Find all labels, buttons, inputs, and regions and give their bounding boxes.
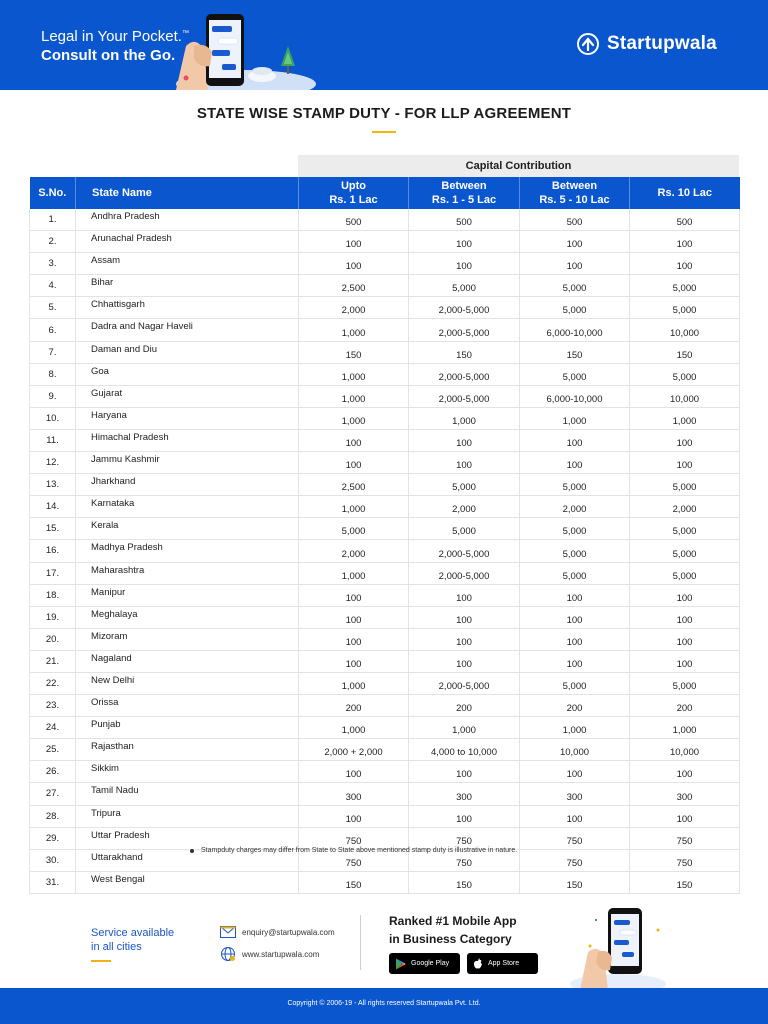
header-banner <box>0 0 768 90</box>
cell-state: Punjab <box>76 717 299 739</box>
col-header-c2-line2: Rs. 1 - 5 Lac <box>431 194 497 206</box>
table-row <box>30 871 740 893</box>
cell-5-10-lac: 300 <box>520 783 630 805</box>
cell-upto-1-lac: 100 <box>299 805 409 827</box>
cell-10-lac: 100 <box>630 452 740 474</box>
cell-1-5-lac: 2,000-5,000 <box>409 363 520 385</box>
cell-sno: 7. <box>30 341 76 363</box>
cell-sno: 3. <box>30 253 76 275</box>
col-header-c3-line2: Rs. 5 - 10 Lac <box>539 194 610 206</box>
cell-upto-1-lac: 1,000 <box>299 407 409 429</box>
cell-1-5-lac: 2,000-5,000 <box>409 319 520 341</box>
startupwala-logo-icon <box>577 33 599 55</box>
cell-5-10-lac: 6,000-10,000 <box>520 319 630 341</box>
cell-state: Meghalaya <box>76 606 299 628</box>
col-header-c1-line1: Upto <box>340 180 367 192</box>
disclaimer-text: Stampduty charges may differ from State to State above mentioned stamp duty is illustrative in nature. <box>201 847 518 854</box>
cell-10-lac: 5,000 <box>630 275 740 297</box>
cell-5-10-lac: 5,000 <box>520 474 630 496</box>
cell-1-5-lac: 100 <box>409 429 520 451</box>
table-row <box>30 253 740 275</box>
cell-sno: 27. <box>30 783 76 805</box>
table-row <box>30 363 740 385</box>
cell-5-10-lac: 100 <box>520 584 630 606</box>
table-row <box>30 452 740 474</box>
google-play-icon <box>395 958 406 970</box>
cell-state: Chhattisgarh <box>76 297 299 319</box>
cell-sno: 20. <box>30 628 76 650</box>
table-row <box>30 628 740 650</box>
cell-10-lac: 300 <box>630 783 740 805</box>
cell-upto-1-lac: 2,500 <box>299 474 409 496</box>
cell-1-5-lac: 100 <box>409 253 520 275</box>
cell-sno: 14. <box>30 496 76 518</box>
col-header-1-5-lac <box>409 177 520 209</box>
cell-1-5-lac: 300 <box>409 783 520 805</box>
col-header-5-10-lac <box>520 177 630 209</box>
service-underline <box>91 960 111 962</box>
cell-1-5-lac: 100 <box>409 452 520 474</box>
cell-5-10-lac: 5,000 <box>520 518 630 540</box>
cell-5-10-lac: 100 <box>520 628 630 650</box>
service-line2: in all cities <box>91 941 142 953</box>
cell-sno: 12. <box>30 452 76 474</box>
cell-5-10-lac: 6,000-10,000 <box>520 385 630 407</box>
table-row <box>30 540 740 562</box>
google-play-button[interactable] <box>389 953 460 974</box>
cell-sno: 5. <box>30 297 76 319</box>
cell-10-lac: 5,000 <box>630 297 740 319</box>
cell-sno: 9. <box>30 385 76 407</box>
cell-upto-1-lac: 100 <box>299 650 409 672</box>
table-row <box>30 650 740 672</box>
cell-upto-1-lac: 2,000 <box>299 540 409 562</box>
cell-sno: 22. <box>30 672 76 694</box>
cell-5-10-lac: 5,000 <box>520 297 630 319</box>
cell-sno: 26. <box>30 761 76 783</box>
cell-sno: 11. <box>30 429 76 451</box>
cell-sno: 29. <box>30 827 76 849</box>
cell-1-5-lac: 500 <box>409 209 520 231</box>
cell-state: Arunachal Pradesh <box>76 231 299 253</box>
table-row <box>30 319 740 341</box>
cell-sno: 2. <box>30 231 76 253</box>
table-row <box>30 739 740 761</box>
cell-state: Andhra Pradesh <box>76 209 299 231</box>
cell-state: Nagaland <box>76 650 299 672</box>
cell-10-lac: 750 <box>630 827 740 849</box>
cell-state: Bihar <box>76 275 299 297</box>
cell-1-5-lac: 5,000 <box>409 474 520 496</box>
stamp-duty-table <box>29 177 740 894</box>
website-url[interactable]: www.startupwala.com <box>242 949 320 959</box>
copyright-text: Copyright © 2006-19 - All rights reserved Startupwala Pvt. Ltd. <box>287 1000 481 1007</box>
cell-upto-1-lac: 150 <box>299 341 409 363</box>
col-header-state: State Name <box>76 177 299 209</box>
cell-upto-1-lac: 1,000 <box>299 496 409 518</box>
app-store-label: App Store <box>488 960 520 967</box>
cell-state: Himachal Pradesh <box>76 429 299 451</box>
cell-10-lac: 200 <box>630 695 740 717</box>
cell-5-10-lac: 100 <box>520 761 630 783</box>
table-row <box>30 672 740 694</box>
cell-state: Uttar Pradesh <box>76 827 299 849</box>
cell-10-lac: 5,000 <box>630 474 740 496</box>
cell-sno: 19. <box>30 606 76 628</box>
cell-10-lac: 150 <box>630 871 740 893</box>
cell-state: Sikkim <box>76 761 299 783</box>
table-row <box>30 695 740 717</box>
cell-5-10-lac: 1,000 <box>520 407 630 429</box>
col-header-c2-line1: Between <box>441 180 487 192</box>
cell-1-5-lac: 1,000 <box>409 717 520 739</box>
cell-sno: 18. <box>30 584 76 606</box>
cell-state: Uttarakhand <box>76 849 299 871</box>
table-row <box>30 562 740 584</box>
cell-state: Assam <box>76 253 299 275</box>
cell-1-5-lac: 100 <box>409 628 520 650</box>
cell-state: Madhya Pradesh <box>76 540 299 562</box>
cell-5-10-lac: 100 <box>520 805 630 827</box>
table-row <box>30 717 740 739</box>
cell-10-lac: 5,000 <box>630 562 740 584</box>
cell-1-5-lac: 100 <box>409 231 520 253</box>
cell-10-lac: 750 <box>630 849 740 871</box>
cell-5-10-lac: 1,000 <box>520 717 630 739</box>
cell-state: Dadra and Nagar Haveli <box>76 319 299 341</box>
cell-1-5-lac: 750 <box>409 827 520 849</box>
title-underline <box>372 131 396 133</box>
table-row <box>30 429 740 451</box>
cell-upto-1-lac: 100 <box>299 628 409 650</box>
cell-1-5-lac: 2,000-5,000 <box>409 297 520 319</box>
cell-sno: 15. <box>30 518 76 540</box>
cell-10-lac: 10,000 <box>630 739 740 761</box>
cell-sno: 24. <box>30 717 76 739</box>
cell-10-lac: 1,000 <box>630 717 740 739</box>
cell-5-10-lac: 100 <box>520 253 630 275</box>
cell-upto-1-lac: 1,000 <box>299 717 409 739</box>
col-header-sno: S.No. <box>30 177 76 209</box>
tagline-line1: Legal in Your Pocket. <box>41 28 182 45</box>
cell-10-lac: 100 <box>630 429 740 451</box>
cell-upto-1-lac: 1,000 <box>299 672 409 694</box>
cell-10-lac: 100 <box>630 628 740 650</box>
table-row <box>30 341 740 363</box>
cell-10-lac: 5,000 <box>630 672 740 694</box>
cell-1-5-lac: 100 <box>409 650 520 672</box>
cell-state: Karnataka <box>76 496 299 518</box>
cell-5-10-lac: 100 <box>520 606 630 628</box>
cell-upto-1-lac: 100 <box>299 231 409 253</box>
cell-10-lac: 100 <box>630 584 740 606</box>
cell-10-lac: 10,000 <box>630 385 740 407</box>
cell-upto-1-lac: 5,000 <box>299 518 409 540</box>
cell-state: Haryana <box>76 407 299 429</box>
brand-logo[interactable] <box>577 33 717 55</box>
cell-sno: 13. <box>30 474 76 496</box>
cell-state: Goa <box>76 363 299 385</box>
cell-state: Tripura <box>76 805 299 827</box>
cell-5-10-lac: 200 <box>520 695 630 717</box>
col-header-c3-line1: Between <box>551 180 598 192</box>
table-header-row <box>30 177 740 209</box>
col-header-upto-1-lac <box>299 177 409 209</box>
cell-upto-1-lac: 2,000 <box>299 297 409 319</box>
tagline <box>41 24 189 65</box>
cell-10-lac: 100 <box>630 231 740 253</box>
cell-sno: 23. <box>30 695 76 717</box>
cell-1-5-lac: 5,000 <box>409 518 520 540</box>
table-row <box>30 827 740 849</box>
cell-1-5-lac: 2,000-5,000 <box>409 562 520 584</box>
cell-upto-1-lac: 100 <box>299 761 409 783</box>
website-contact[interactable] <box>220 946 319 962</box>
ranked-line2: in Business Category <box>389 932 512 946</box>
cell-1-5-lac: 100 <box>409 805 520 827</box>
cell-state: Orissa <box>76 695 299 717</box>
cell-upto-1-lac: 300 <box>299 783 409 805</box>
cell-upto-1-lac: 750 <box>299 827 409 849</box>
table-row <box>30 584 740 606</box>
cell-upto-1-lac: 100 <box>299 584 409 606</box>
cell-5-10-lac: 5,000 <box>520 672 630 694</box>
table-row <box>30 209 740 231</box>
google-play-label: Google Play <box>411 960 450 967</box>
cell-upto-1-lac: 1,000 <box>299 363 409 385</box>
table-row <box>30 761 740 783</box>
cell-state: Manipur <box>76 584 299 606</box>
footer-divider <box>360 915 361 970</box>
cell-10-lac: 2,000 <box>630 496 740 518</box>
page-title: STATE WISE STAMP DUTY - FOR LLP AGREEMENT <box>196 105 572 122</box>
cell-10-lac: 100 <box>630 805 740 827</box>
cell-state: Gujarat <box>76 385 299 407</box>
cell-5-10-lac: 5,000 <box>520 363 630 385</box>
cell-5-10-lac: 2,000 <box>520 496 630 518</box>
brand-name: Startupwala <box>607 33 717 54</box>
cell-5-10-lac: 100 <box>520 429 630 451</box>
cell-state: Tamil Nadu <box>76 783 299 805</box>
cell-sno: 1. <box>30 209 76 231</box>
mobile-app-illustration <box>568 900 668 990</box>
table-row <box>30 474 740 496</box>
phone-in-hand-illustration <box>176 6 316 90</box>
cell-sno: 25. <box>30 739 76 761</box>
cell-upto-1-lac: 500 <box>299 209 409 231</box>
cell-upto-1-lac: 100 <box>299 606 409 628</box>
cell-1-5-lac: 2,000-5,000 <box>409 672 520 694</box>
cell-sno: 10. <box>30 407 76 429</box>
cell-5-10-lac: 500 <box>520 209 630 231</box>
apple-icon <box>473 958 483 970</box>
table-row <box>30 518 740 540</box>
cell-1-5-lac: 1,000 <box>409 407 520 429</box>
cell-state: Jammu Kashmir <box>76 452 299 474</box>
cell-upto-1-lac: 1,000 <box>299 385 409 407</box>
table-body <box>30 209 740 893</box>
cell-state: West Bengal <box>76 871 299 893</box>
ranked-app-text <box>389 912 517 948</box>
cell-10-lac: 10,000 <box>630 319 740 341</box>
col-header-10-lac: Rs. 10 Lac <box>630 177 740 209</box>
cell-upto-1-lac: 2,500 <box>299 275 409 297</box>
cell-sno: 21. <box>30 650 76 672</box>
email-contact[interactable] <box>220 926 335 938</box>
table-row <box>30 496 740 518</box>
table-row <box>30 297 740 319</box>
cell-sno: 28. <box>30 805 76 827</box>
disclaimer-note <box>190 847 517 854</box>
cell-5-10-lac: 100 <box>520 231 630 253</box>
cell-1-5-lac: 4,000 to 10,000 <box>409 739 520 761</box>
cell-5-10-lac: 5,000 <box>520 562 630 584</box>
table-row <box>30 407 740 429</box>
cell-upto-1-lac: 100 <box>299 253 409 275</box>
cell-10-lac: 5,000 <box>630 363 740 385</box>
cell-sno: 8. <box>30 363 76 385</box>
cell-10-lac: 100 <box>630 253 740 275</box>
cell-1-5-lac: 150 <box>409 871 520 893</box>
cell-upto-1-lac: 200 <box>299 695 409 717</box>
cell-sno: 4. <box>30 275 76 297</box>
trademark-mark: ™ <box>181 30 189 37</box>
cell-5-10-lac: 10,000 <box>520 739 630 761</box>
app-store-button[interactable] <box>467 953 538 974</box>
copyright-bar <box>0 988 768 1024</box>
cell-state: Mizoram <box>76 628 299 650</box>
table-row <box>30 275 740 297</box>
cell-10-lac: 100 <box>630 606 740 628</box>
cell-sno: 31. <box>30 871 76 893</box>
cell-1-5-lac: 100 <box>409 606 520 628</box>
cell-upto-1-lac: 750 <box>299 849 409 871</box>
cell-state: Daman and Diu <box>76 341 299 363</box>
cell-5-10-lac: 100 <box>520 452 630 474</box>
cell-1-5-lac: 2,000 <box>409 496 520 518</box>
cell-upto-1-lac: 100 <box>299 429 409 451</box>
cell-10-lac: 150 <box>630 341 740 363</box>
cell-5-10-lac: 150 <box>520 871 630 893</box>
cell-1-5-lac: 2,000-5,000 <box>409 385 520 407</box>
cell-5-10-lac: 750 <box>520 827 630 849</box>
cell-1-5-lac: 750 <box>409 849 520 871</box>
cell-upto-1-lac: 2,000 + 2,000 <box>299 739 409 761</box>
envelope-icon <box>220 926 236 938</box>
cell-5-10-lac: 5,000 <box>520 540 630 562</box>
table-row <box>30 231 740 253</box>
cell-upto-1-lac: 1,000 <box>299 562 409 584</box>
cell-1-5-lac: 150 <box>409 341 520 363</box>
globe-icon <box>220 946 236 962</box>
table-row <box>30 805 740 827</box>
cell-1-5-lac: 200 <box>409 695 520 717</box>
table-row <box>30 783 740 805</box>
cell-1-5-lac: 100 <box>409 584 520 606</box>
cell-10-lac: 100 <box>630 761 740 783</box>
cell-state: Jharkhand <box>76 474 299 496</box>
cell-5-10-lac: 100 <box>520 650 630 672</box>
cell-10-lac: 5,000 <box>630 518 740 540</box>
tagline-line2: Consult on the Go. <box>41 47 176 64</box>
cell-sno: 16. <box>30 540 76 562</box>
cell-state: Kerala <box>76 518 299 540</box>
cell-10-lac: 1,000 <box>630 407 740 429</box>
col-header-c1-line2: Rs. 1 Lac <box>329 194 378 206</box>
cell-upto-1-lac: 1,000 <box>299 319 409 341</box>
service-line1: Service available <box>91 927 175 939</box>
email-address[interactable]: enquiry@startupwala.com <box>242 927 335 937</box>
capital-contribution-header: Capital Contribution <box>298 155 739 177</box>
cell-5-10-lac: 150 <box>520 341 630 363</box>
bullet-dot-icon <box>190 849 194 853</box>
cell-10-lac: 500 <box>630 209 740 231</box>
table-row <box>30 385 740 407</box>
service-availability <box>91 926 174 954</box>
cell-1-5-lac: 2,000-5,000 <box>409 540 520 562</box>
cell-5-10-lac: 5,000 <box>520 275 630 297</box>
cell-upto-1-lac: 150 <box>299 871 409 893</box>
cell-5-10-lac: 750 <box>520 849 630 871</box>
cell-1-5-lac: 5,000 <box>409 275 520 297</box>
cell-state: Rajasthan <box>76 739 299 761</box>
cell-sno: 17. <box>30 562 76 584</box>
table-row <box>30 606 740 628</box>
cell-10-lac: 100 <box>630 650 740 672</box>
cell-10-lac: 5,000 <box>630 540 740 562</box>
cell-state: Maharashtra <box>76 562 299 584</box>
cell-state: New Delhi <box>76 672 299 694</box>
cell-1-5-lac: 100 <box>409 761 520 783</box>
cell-sno: 6. <box>30 319 76 341</box>
cell-upto-1-lac: 100 <box>299 452 409 474</box>
ranked-line1: Ranked #1 Mobile App <box>389 914 517 928</box>
cell-sno: 30. <box>30 849 76 871</box>
